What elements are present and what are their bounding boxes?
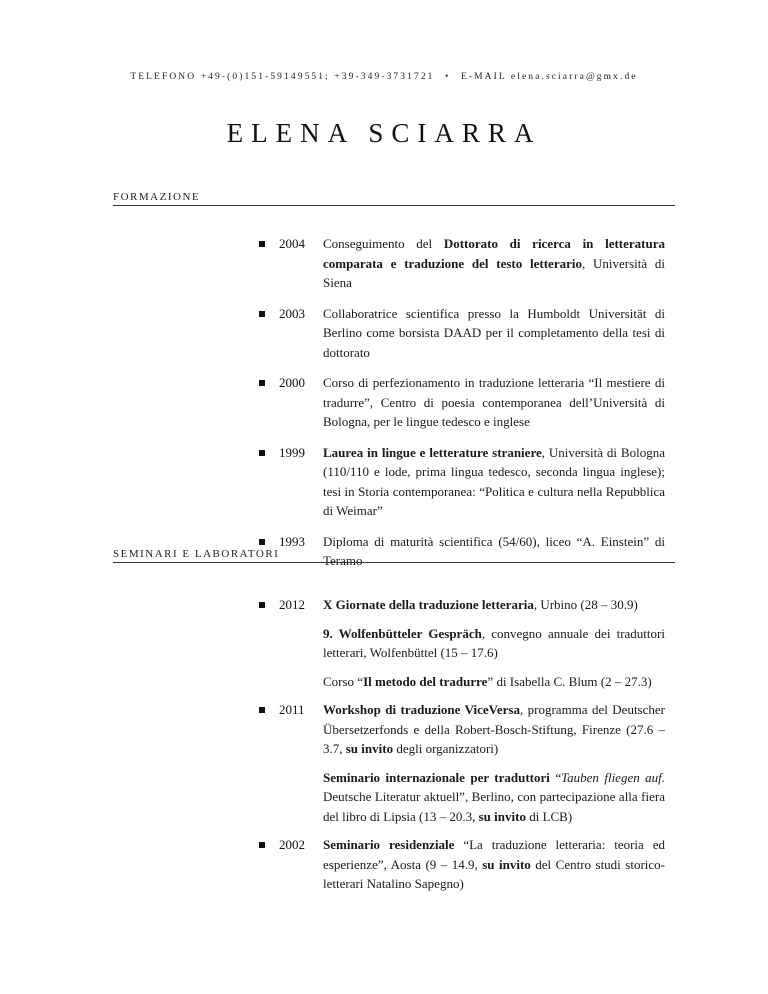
section-title-formazione: FORMAZIONE (113, 191, 675, 206)
entry-text-span: “La traduzione letteraria: teoria ed esperienze”, Aosta (9 – 14.9, (323, 837, 665, 872)
entry-text (323, 768, 665, 827)
list-item (0, 672, 768, 692)
entry-text-bold: X Giornate della traduzione letteraria (323, 597, 534, 612)
entry-text (323, 304, 665, 363)
entry-text-span: Corso di perfezionamento in traduzione letteraria “Il mestiere di tradurre”, Centro di poesia contemporanea dell’Università di Bologna, per le lingue tedesco e inglese (323, 375, 665, 429)
entry-text-bold: Seminario residenziale (323, 837, 455, 852)
entry-year: 2000 (279, 375, 305, 390)
entry-year: 1993 (279, 533, 305, 549)
entry-text-span: Conseguimento del (323, 236, 444, 251)
contact-line (0, 72, 768, 82)
entry-text (323, 700, 665, 759)
entry-text-span: degli organizzatori) (393, 741, 499, 756)
entry-year: 1999 (279, 444, 305, 460)
entry-text (323, 595, 665, 615)
contact-separator: • (445, 72, 451, 82)
seminari-list (0, 595, 768, 894)
formazione-list (0, 234, 768, 571)
list-item (0, 624, 768, 663)
entry-text (323, 373, 665, 432)
entry-text-span: , convegno annuale dei traduttori letterari, Wolfenbüttel (15 – 17.6) (323, 625, 665, 660)
list-item (0, 443, 768, 521)
entry-text (323, 234, 665, 293)
phone-value: +49-(0)151-59149551; +39-349-3731721 (200, 72, 435, 82)
entry-text-bold: Il metodo del tradurre (363, 673, 488, 689)
entry-text-span: del Centro studi storico-letterari Natalino Sapegno) (323, 856, 665, 891)
entry-text-span: “ (549, 769, 562, 785)
entry-text-span: Collaboratrice scientifica presso la Humboldt Universität di Berlino come borsista DAAD per il completamento della tesi di dottorato (323, 305, 665, 360)
entry-year: 2003 (279, 305, 305, 321)
entry-text-span: , Università di Siena (323, 255, 666, 290)
entry-text-bold: Seminario internazionale per traduttori (323, 769, 550, 785)
entry-text-bold: su invito (345, 741, 394, 756)
entry-text (323, 624, 665, 663)
entry-text-span: , Urbino (28 – 30.9) (533, 597, 638, 612)
entry-text-bold: Workshop di traduzione ViceVersa (323, 702, 520, 717)
entry-text-span: , Università di Bologna (110/110 e lode, prima lingua tedesco, seconda lingua inglese); tesi in Storia contemporanea: “Politica e cultura nella Repubblica di Weimar” (323, 444, 665, 518)
list-item (0, 373, 768, 432)
entry-year: 2004 (279, 236, 305, 251)
bullet-icon (259, 241, 265, 247)
entry-text-span: Corso “ (323, 673, 364, 689)
bullet-icon (259, 311, 265, 317)
bullet-icon (259, 707, 265, 713)
list-item (0, 835, 768, 894)
list-item (0, 304, 768, 363)
bullet-icon (259, 539, 265, 545)
phone-label: TELEFONO (130, 72, 197, 82)
entry-text-span: ” di Isabella C. Blum (2 – 27.3) (487, 673, 652, 689)
entry-text-italic: Tauben fliegen auf. (561, 769, 666, 785)
entry-year: 2011 (279, 702, 305, 717)
entry-text-span: , programma del Deutscher Übersetzerfonds e della Robert-Bosch-Stiftung, Firenze (27.6 – 3.7, (323, 702, 665, 756)
entry-text-bold: su invito (478, 808, 526, 824)
section-title-seminari: SEMINARI E LABORATORI (113, 548, 675, 563)
entry-text-bold: Laurea in lingue e letterature straniere (323, 444, 542, 460)
entry-year: 2012 (279, 597, 305, 612)
email-value: elena.sciarra@gmx.de (510, 72, 638, 82)
list-item (0, 700, 768, 759)
list-item (0, 234, 768, 293)
entry-text (323, 672, 665, 692)
page-title: ELENA SCIARRA (226, 118, 542, 148)
email-label: E-MAIL (460, 72, 507, 82)
entry-year: 2002 (279, 837, 305, 852)
entry-text-bold: Dottorato di ricerca in letteratura comparata e traduzione del testo letterario (323, 236, 665, 271)
bullet-icon (259, 842, 265, 848)
bullet-icon (259, 450, 265, 456)
bullet-icon (259, 380, 265, 386)
entry-text-bold: su invito (482, 856, 531, 872)
entry-text (323, 443, 665, 521)
entry-text-bold: 9. Wolfenbütteler Gespräch (323, 625, 482, 641)
bullet-icon (259, 602, 265, 608)
entry-text-span: Deutsche Literatur aktuell”, Berlino, con partecipazione alla fiera del libro di Lipsia (13 – 20.3, (323, 789, 665, 824)
entry-text-span: di LCB) (525, 808, 573, 824)
list-item (0, 595, 768, 615)
entry-text (323, 835, 665, 894)
entry-text-span: Diploma di maturità scientifica (54/60), liceo “A. Einstein” di Teramo (323, 533, 665, 568)
list-item (0, 768, 768, 827)
